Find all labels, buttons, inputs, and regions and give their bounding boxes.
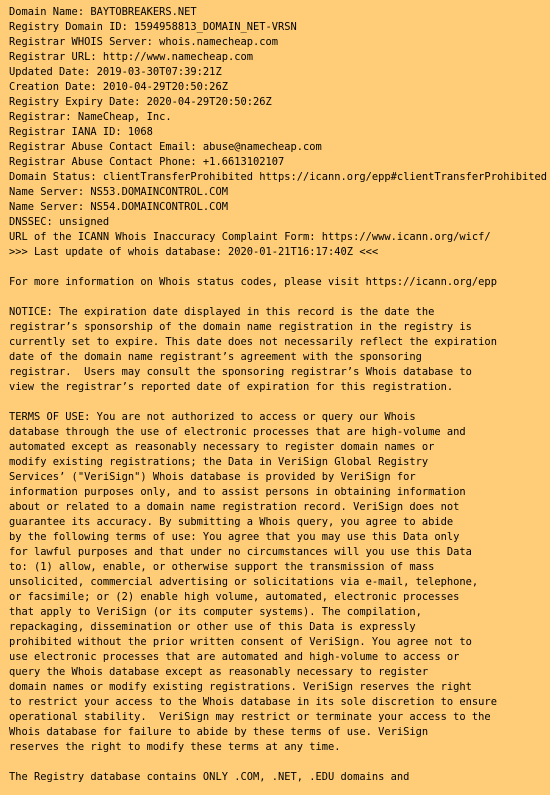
- whois-line: date of the domain name registrant’s agreement with the sponsoring: [9, 351, 422, 363]
- whois-line: NOTICE: The expiration date displayed in this record is the date the: [9, 306, 435, 318]
- whois-line: guarantee its accuracy. By submitting a Whois query, you agree to abide: [9, 516, 454, 528]
- whois-line: Updated Date: 2019-03-30T07:39:21Z: [9, 66, 222, 78]
- whois-line: For more information on Whois status codes, please visit https://icann.org/epp: [9, 276, 497, 288]
- blank-line: [9, 290, 545, 305]
- whois-line: Registrar: NameCheap, Inc.: [9, 111, 172, 123]
- whois-line: operational stability. VeriSign may restrict or terminate your access to the: [9, 711, 491, 723]
- blank-line: [9, 755, 545, 770]
- whois-line: repackaging, dissemination or other use of this Data is expressly: [9, 621, 416, 633]
- whois-line: database through the use of electronic processes that are high-volume and: [9, 426, 466, 438]
- whois-line: unsolicited, commercial advertising or solicitations via e-mail, telephone,: [9, 576, 479, 588]
- whois-line: Registry Domain ID: 1594958813_DOMAIN_NET-VRSN: [9, 21, 297, 33]
- whois-line: modify existing registrations; the Data in VeriSign Global Registry: [9, 456, 429, 468]
- whois-line: query the Whois database except as reasonably necessary to register: [9, 666, 429, 678]
- whois-line: domain names or modify existing registrations. VeriSign reserves the right: [9, 681, 472, 693]
- whois-line: Whois database for failure to abide by these terms of use. VeriSign: [9, 726, 429, 738]
- whois-line: TERMS OF USE: You are not authorized to access or query our Whois: [9, 411, 416, 423]
- blank-line: [9, 260, 545, 275]
- whois-line: use electronic processes that are automated and high-volume to access or: [9, 651, 460, 663]
- whois-line: to: (1) allow, enable, or otherwise support the transmission of mass: [9, 561, 435, 573]
- whois-line: for lawful purposes and that under no circumstances will you use this Data: [9, 546, 472, 558]
- whois-line: to restrict your access to the Whois database in its sole discretion to ensure: [9, 696, 497, 708]
- whois-line: Registry Expiry Date: 2020-04-29T20:50:26Z: [9, 96, 272, 108]
- whois-line: >>> Last update of whois database: 2020-01-21T16:17:40Z <<<: [9, 246, 379, 258]
- whois-line: about or related to a domain name registration record. VeriSign does not: [9, 501, 460, 513]
- whois-line: or facsimile; or (2) enable high volume, automated, electronic processes: [9, 591, 460, 603]
- whois-line: Domain Status: clientTransferProhibited https://icann.org/epp#clientTransferProhibited: [9, 171, 547, 183]
- whois-line: reserves the right to modify these terms at any time.: [9, 741, 341, 753]
- whois-line: Registrar Abuse Contact Phone: +1.6613102107: [9, 156, 285, 168]
- whois-line: DNSSEC: unsigned: [9, 216, 110, 228]
- whois-line: Creation Date: 2010-04-29T20:50:26Z: [9, 81, 228, 93]
- whois-line: URL of the ICANN Whois Inaccuracy Complaint Form: https://www.icann.org/wicf/: [9, 231, 491, 243]
- whois-line: by the following terms of use: You agree that you may use this Data only: [9, 531, 460, 543]
- whois-line: registrar. Users may consult the sponsoring registrar’s Whois database to: [9, 366, 472, 378]
- whois-line: automated except as reasonably necessary to register domain names or: [9, 441, 435, 453]
- whois-line: Domain Name: BAYTOBREAKERS.NET: [9, 6, 197, 18]
- whois-line: Registrar WHOIS Server: whois.namecheap.com: [9, 36, 278, 48]
- whois-line: Name Server: NS53.DOMAINCONTROL.COM: [9, 186, 228, 198]
- whois-line: Services’ ("VeriSign") Whois database is provided by VeriSign for: [9, 471, 416, 483]
- whois-line: Registrar URL: http://www.namecheap.com: [9, 51, 253, 63]
- whois-line: view the registrar’s reported date of expiration for this registration.: [9, 381, 454, 393]
- whois-line: Registrar Abuse Contact Email: abuse@namecheap.com: [9, 141, 322, 153]
- whois-line: Registrar IANA ID: 1068: [9, 126, 153, 138]
- whois-record-text: [9, 5, 545, 785]
- whois-line: The Registry database contains ONLY .COM, .NET, .EDU domains and: [9, 771, 410, 783]
- whois-line: prohibited without the prior written consent of VeriSign. You agree not to: [9, 636, 472, 648]
- whois-line: registrar’s sponsorship of the domain name registration in the registry is: [9, 321, 472, 333]
- whois-line: information purposes only, and to assist persons in obtaining information: [9, 486, 466, 498]
- blank-line: [9, 395, 545, 410]
- whois-line: Name Server: NS54.DOMAINCONTROL.COM: [9, 201, 228, 213]
- whois-line: currently set to expire. This date does not necessarily reflect the expiration: [9, 336, 497, 348]
- whois-line: that apply to VeriSign (or its computer systems). The compilation,: [9, 606, 422, 618]
